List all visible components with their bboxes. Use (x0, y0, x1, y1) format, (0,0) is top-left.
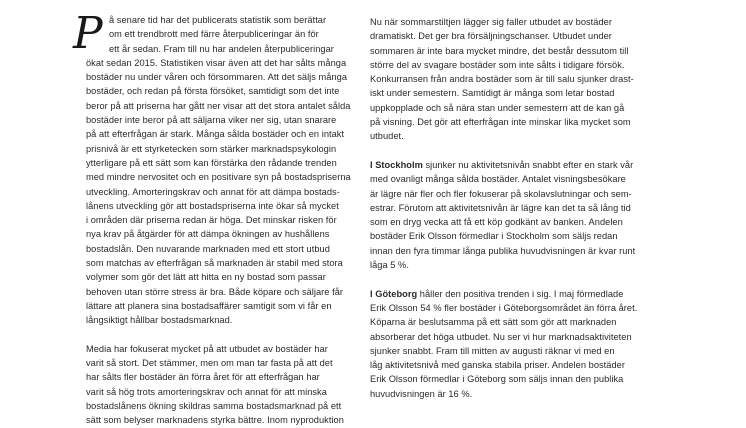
text-line: iskt under semestern. Samtidigt är många som letar bostad (370, 88, 615, 99)
text-line (370, 287, 652, 301)
text-line: med ovanligt många sålda bostäder. Antalet visningsbesökare (370, 174, 626, 185)
text-line: bostadslån. Den nuvarande marknaden med ett stort utbud (86, 243, 330, 254)
text-line: sjunker snabbt. Fram till mitten av augusti räknar vi med en (370, 345, 615, 356)
text-line: dramatiskt. Det ger bra försäljningschanser. Utbudet under (370, 31, 612, 42)
text-line: Konkurransen från andra bostäder som är till salu sjunker drast- (370, 74, 634, 85)
text-line (370, 158, 652, 172)
text-line: sommaren är inte bara mycket mindre, det består dessutom till (370, 45, 629, 56)
text-line: volymer som gör det lätt att hitta en ny bostad som passar (86, 272, 326, 283)
text-line: Erik Olsson 54 % fler bostäder i Göteborgsområdet än förra året. (370, 302, 638, 313)
left-paragraph-1 (86, 13, 368, 328)
text-line: å senare tid har det publicerats statistik som berättar (109, 15, 327, 25)
text-line: ett år sedan. Fram till nu har andelen återpubliceringar (109, 43, 334, 54)
text-line: har sålts fler bostäder än förra året för att efterfrågan har (86, 372, 320, 383)
text-line: Media har fokuserat mycket på att utbudet av bostäder har (86, 343, 328, 354)
text-line: på att efterfrågan är stark. Många sålda bostäder och en intakt (86, 129, 345, 140)
text-line: lättare att planera sina bostadsaffärer samtigit som vi får en (86, 300, 332, 311)
left-column (73, 8, 368, 428)
text-line: som matchas av efterfrågan så marknaden är stabil med stora (86, 258, 343, 269)
text-line: lånens utveckling gör att bostadspriserna inte ökar så mycket (86, 200, 339, 211)
text-line: bostadslånens ökning skildras samma bostadsmarknad på ett (86, 401, 342, 412)
stockholm-first-line: sjunker nu aktivitetsnivån snabbt efter en stark vår (422, 159, 634, 170)
text-line: behoven utan större stress är bra. Både köpare och säljare får (86, 286, 343, 297)
goteborg-paragraph (370, 287, 652, 401)
right-paragraph-1 (370, 15, 652, 144)
left-paragraph-2 (86, 342, 368, 428)
text-line: med mindre nervositet och en positivare syn på bostadspriserna (86, 172, 351, 183)
goteborg-first-line: håller den positiva trenden i sig. I maj förmedlade (417, 288, 624, 299)
text-line: sätt som belyser marknadens styrka bättre. Inom nyproduktion (86, 415, 344, 426)
text-line: bostäder, och redan på första försöket, samtidigt som det inte (86, 86, 340, 97)
text-line: Köparna är beslutsamma på ett sätt som gör att marknaden (370, 317, 617, 328)
text-line: innan den fyra timmar långa publika huvudvisningen är kvar runt (370, 245, 636, 256)
text-line: utveckling. Amorteringskrav och annat för att dämpa bostads- (86, 186, 340, 197)
text-line: beror på att priserna har gått ner visar att det stora antalet sålda (86, 100, 351, 111)
text-line: som en dryg vecka att få ett köp godkänt av banken. Andelen (370, 217, 623, 228)
text-line: prisnivå är ett styrketecken som stärker marknadspsykologin (86, 143, 337, 154)
text-line: bostäder nu under våren och försommaren. Att det säljs många (86, 72, 348, 83)
text-line: i områden där priserna redan är höga. Det minskar risken för (86, 215, 337, 226)
text-line: låg aktivitetsnivå med ganska stabila priser. Andelen bostäder (370, 360, 625, 371)
text-line: nya krav på åtgärder för att dämpa ökningen av hushållens (86, 229, 330, 240)
text-line: bostäder Erik Olsson förmedlar i Stockholm som säljs redan (370, 231, 618, 242)
right-column (370, 15, 652, 401)
text-line: Erik Olsson förmedlar i Göteborg som säljs innan den publika (370, 374, 624, 385)
text-line: ökat sedan 2015. Statistiken visar även att det har sålts många (86, 57, 347, 68)
text-line: om ett trendbrott med färre återpubliceringar än för (109, 29, 319, 40)
text-line: ytterligare på ett sätt som kan förstärka den rådande trenden (86, 157, 337, 168)
text-line: bostäder inte beror på att säljarna viker ner sig, utan snarare (86, 115, 337, 126)
text-line: låga 5 %. (370, 260, 409, 271)
text-line: är lägre när fler och fler fokuserar på skolavslutningar och sem- (370, 188, 632, 199)
text-line: större del av svagare bostäder som inte sålts i tidigare försök. (370, 59, 625, 70)
goteborg-lead: I Göteborg (370, 288, 418, 299)
text-line: Nu när sommarstiltjen lägger sig faller utbudet av bostäder (370, 17, 612, 27)
text-line: varit så stort. Det stämmer, men om man tar fasta på att det (86, 358, 333, 369)
text-line: absorberar det höga utbudet. Nu ser vi hur marknadsaktiviteten (370, 331, 632, 342)
text-line: estrar. Förutom att aktivitetsnivån är lägre kan det ta så lång tid (370, 202, 631, 213)
drop-cap: P (73, 8, 103, 59)
text-line: uppkopplade och så nära stan under semestern att de kan gå (370, 102, 625, 113)
text-line: utbudet. (370, 131, 404, 142)
text-line: huvudvisningen är 16 %. (370, 388, 473, 399)
stockholm-lead: I Stockholm (370, 159, 423, 170)
text-line: på visning. Det gör att efterfrågan inte minskar lika mycket som (370, 117, 631, 128)
stockholm-paragraph (370, 158, 652, 272)
text-line: varit så hög trots amorteringskrav och annat för att minska (86, 386, 327, 397)
text-line: långsiktigt hållbar bostadsmarknad. (86, 315, 233, 326)
